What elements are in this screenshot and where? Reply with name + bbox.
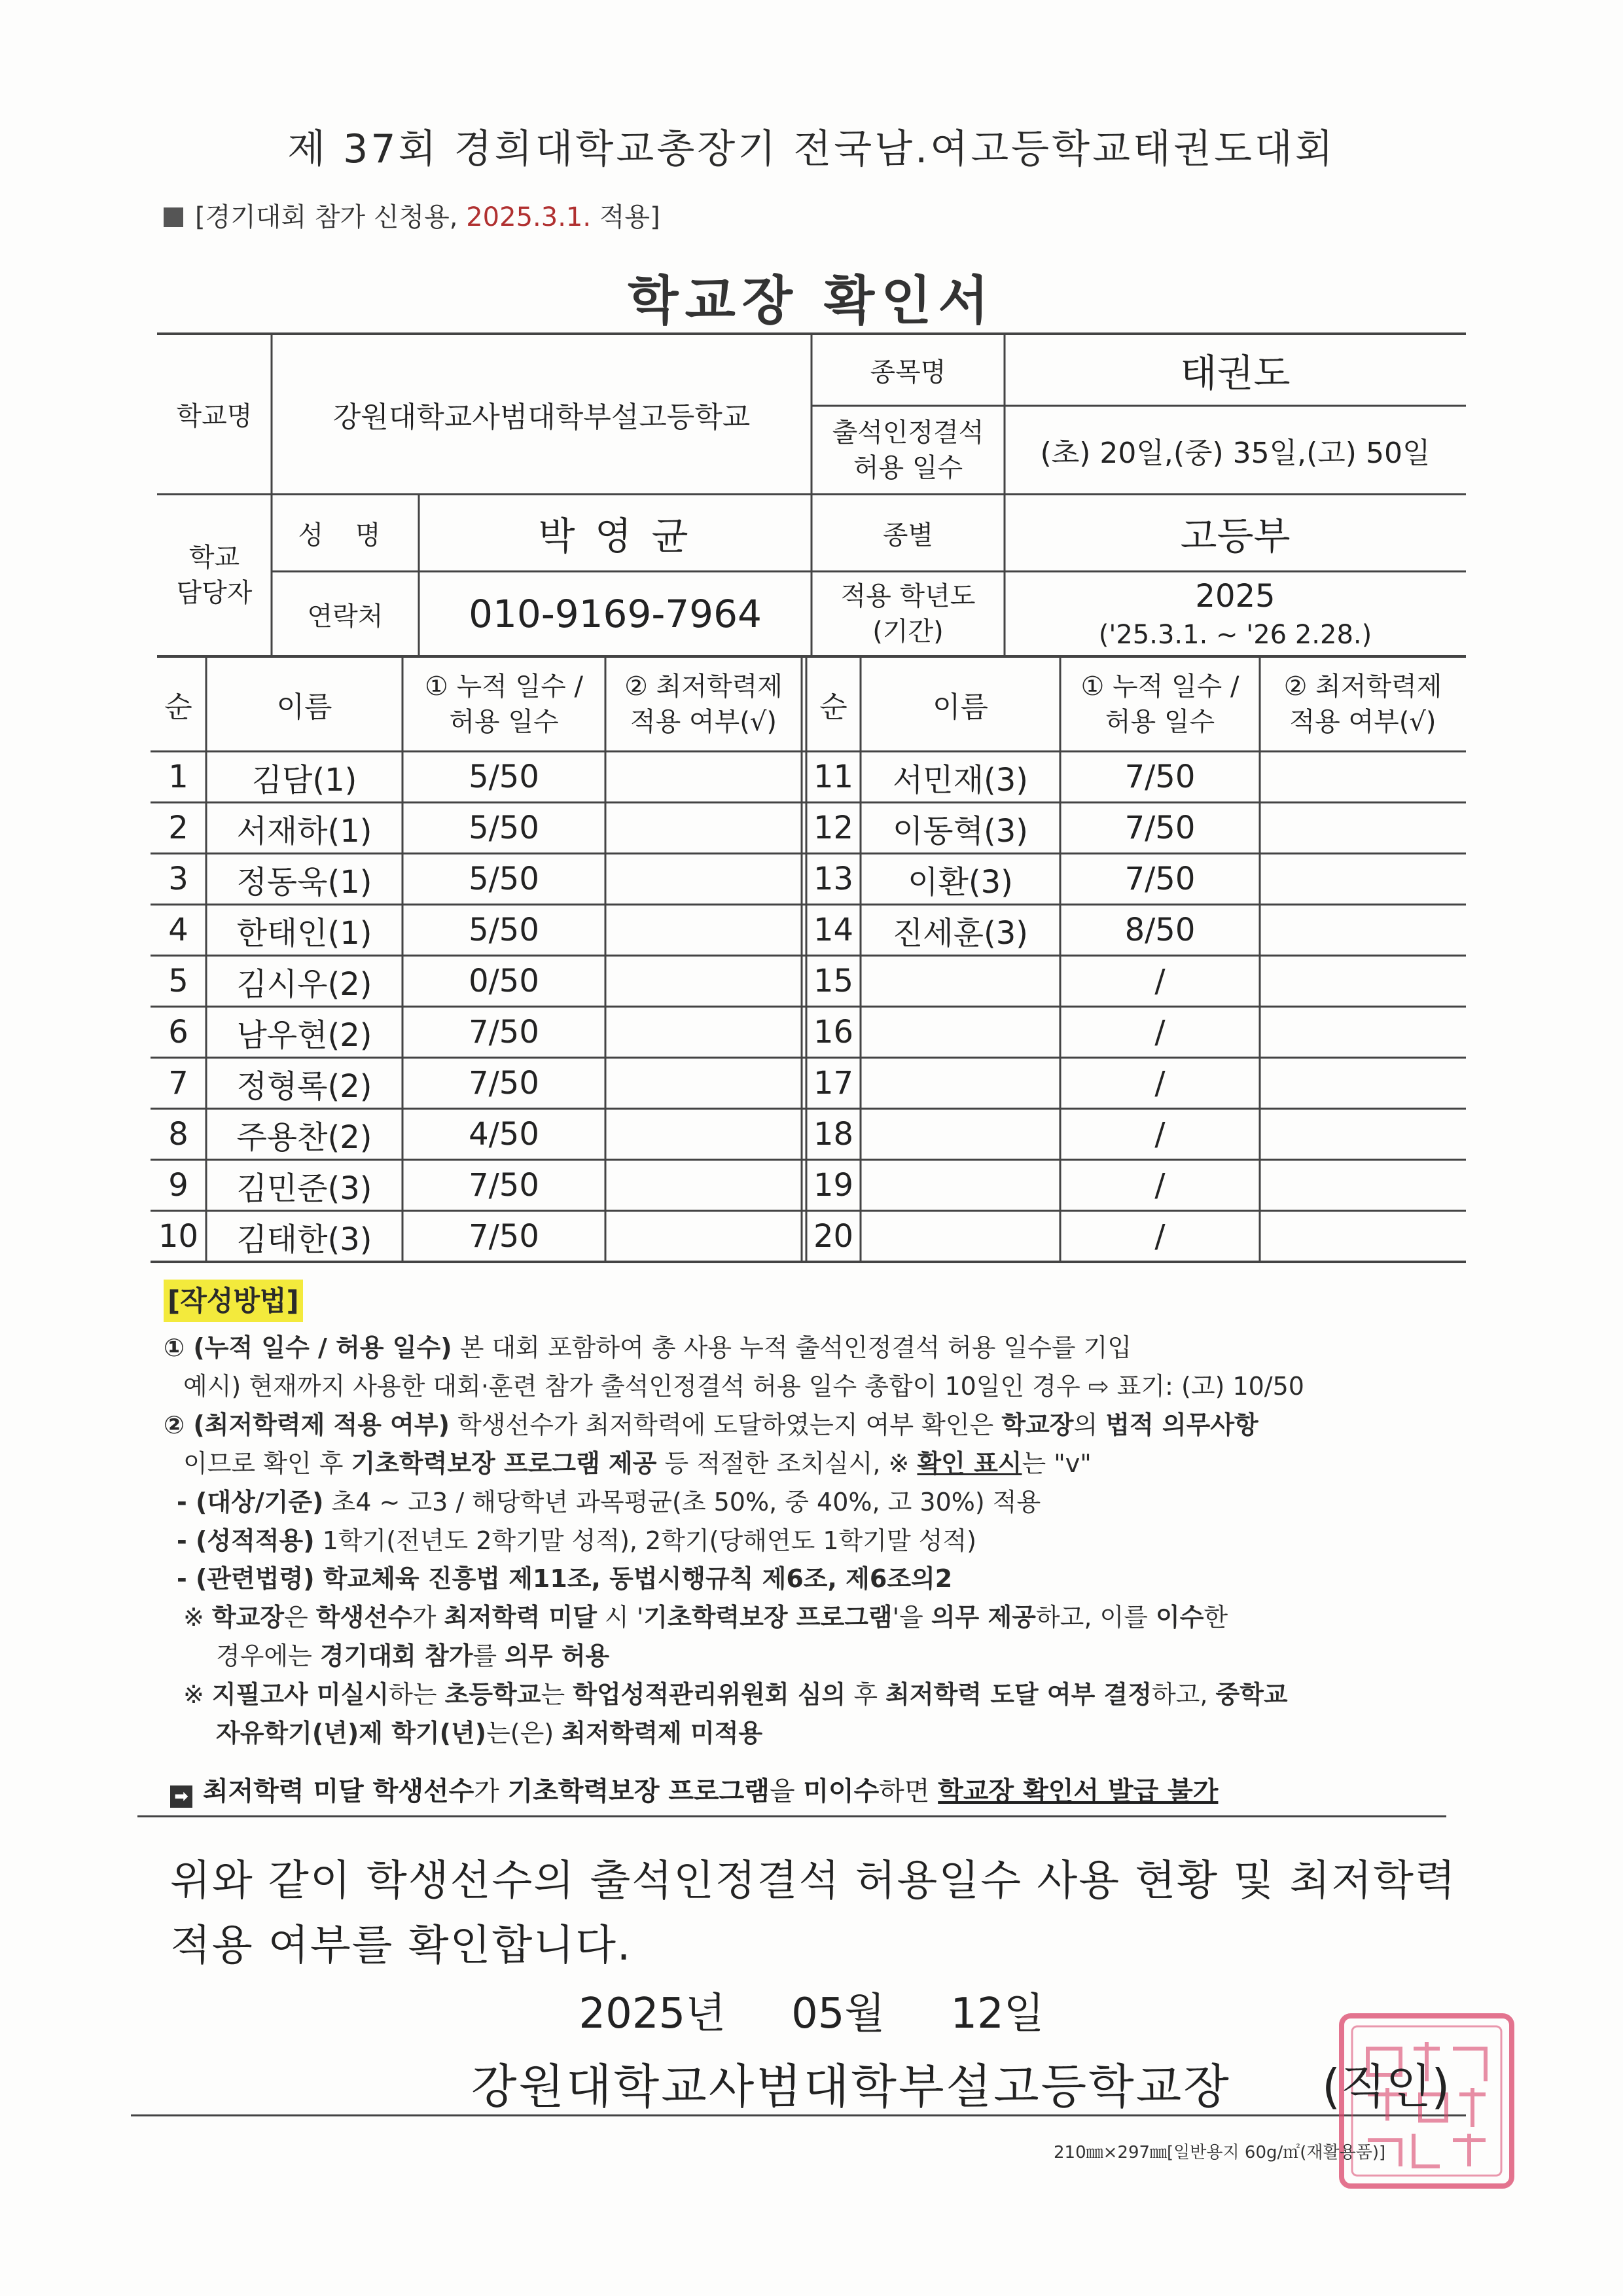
contact-label: 연락처	[307, 601, 383, 632]
final-warning	[170, 1770, 1218, 1808]
final-warning-text: 을	[769, 1776, 804, 1806]
roster-name: 진세훈(3)	[892, 914, 1029, 952]
attendance-value: (초) 20일,(중) 35일,(고) 50일	[1040, 436, 1431, 470]
roster-check	[1260, 1109, 1466, 1160]
roster-name	[861, 1058, 1060, 1109]
name-label: 성 명	[298, 520, 393, 550]
roster-check	[1260, 905, 1466, 956]
instr-1-text: 본 대회 포함하여 총 사용 누적 출석인정결석 허용 일수를 기입	[452, 1333, 1132, 1363]
final-warning-text: 미이수	[803, 1776, 880, 1806]
instr-2-principal: 학교장	[1001, 1410, 1074, 1439]
roster-name: 김담(1)	[251, 761, 357, 798]
roster-name: 김시우(2)	[236, 965, 372, 1003]
roster-header-name-right: 이름	[932, 690, 988, 724]
roster-days: 5/50	[469, 759, 539, 795]
contact-value: 010-9169-7964	[469, 592, 762, 636]
roster-days: 7/50	[469, 1014, 539, 1050]
roster-check	[1260, 1007, 1466, 1058]
roster-days: 0/50	[469, 963, 539, 999]
roster-no: 9	[168, 1167, 188, 1204]
detail-grade-title: - (성적적용)	[177, 1526, 315, 1555]
note-1-text: '을	[892, 1603, 931, 1632]
note-1-text: 시 '	[596, 1603, 644, 1632]
year-value-period: ('25.3.1. ~ '26 2.28.)	[1098, 620, 1372, 651]
note-1-complete: 이수	[1155, 1603, 1204, 1632]
note-1-text: 가	[412, 1603, 444, 1632]
header-days-line1: ① 누적 일수 /	[1080, 671, 1240, 702]
roster-days: 5/50	[469, 912, 539, 948]
roster-days: /	[1154, 1218, 1166, 1255]
roster-no: 18	[813, 1116, 854, 1153]
roster-header-min-right	[1260, 656, 1466, 751]
roster-header-no-left: 순	[164, 690, 192, 724]
roster-name: 정동욱(1)	[236, 863, 372, 901]
roster-name: 한태인(1)	[236, 914, 372, 952]
manager-label-line2: 담당자	[176, 578, 253, 608]
arrow-right-icon: ➡	[170, 1785, 192, 1808]
roster-no: 20	[813, 1218, 854, 1255]
paper-spec-footer: 210㎜×297㎜[일반용지 60g/㎡(재활용품)]	[1054, 2143, 1386, 2162]
roster-name: 이환(3)	[908, 863, 1013, 901]
subtitle-prefix: [경기대회 참가 신청용,	[195, 202, 467, 232]
roster-check	[605, 751, 802, 802]
roster-name: 남우현(2)	[236, 1016, 372, 1054]
roster-name	[861, 1211, 1060, 1262]
roster-name: 이동혁(3)	[892, 812, 1029, 850]
note-2-text: 후	[846, 1680, 886, 1710]
roster-days: /	[1154, 1116, 1166, 1153]
year-value-year: 2025	[1195, 577, 1275, 615]
roster-days: 7/50	[469, 1218, 539, 1255]
note-1-principal: 학교장	[211, 1603, 285, 1632]
attendance-label-line2: 허용 일수	[853, 452, 963, 483]
roster-days: /	[1154, 1014, 1166, 1050]
roster-name: 서민재(3)	[892, 761, 1029, 798]
note-1-program: 기초학력보장 프로그램	[643, 1603, 893, 1632]
roster-no: 19	[813, 1167, 854, 1204]
manager-name-value: 박 영 균	[538, 514, 692, 558]
roster-check	[1260, 956, 1466, 1007]
statement-line1: 위와 같이 학생선수의 출석인정결석 허용일수 사용 현황 및 최저학력	[170, 1857, 1457, 1905]
school-name-label: 학교명	[176, 401, 253, 431]
note-1-line2: 경우에는	[216, 1641, 320, 1671]
roster-check	[1260, 1058, 1466, 1109]
note-1-text: 은	[284, 1603, 316, 1632]
final-warning-text: 기초학력보장 프로그램	[507, 1776, 770, 1806]
note-2-decision: 최저학력 도달 여부 결정	[885, 1680, 1152, 1710]
final-warning-text: 최저학력 미달 학생선수	[203, 1776, 474, 1806]
detail-law: - (관련법령) 학교체육 진흥법 제11조, 동법시행규칙 제6조, 제6조의2	[177, 1564, 953, 1594]
roster-name	[861, 956, 1060, 1007]
roster-check	[605, 1058, 802, 1109]
header-min-line1: ② 최저학력제	[624, 671, 783, 702]
note-2-line2: 는(은)	[486, 1719, 562, 1748]
header-days-line2: 허용 일수	[449, 706, 559, 737]
detail-target-text: 초4 ~ 고3 / 해당학년 과목평균(초 50%, 중 40%, 고 30%) 적용	[323, 1487, 1041, 1516]
roster-no: 15	[813, 963, 854, 999]
instr-2-line2-a: 이므로 확인 후	[183, 1448, 351, 1478]
roster-no: 14	[813, 912, 854, 948]
note-1-provide: 의무 제공	[931, 1603, 1036, 1632]
roster-header-no-right: 순	[819, 690, 847, 724]
date-year: 2025년	[579, 1990, 726, 2038]
roster-header-days-right	[1060, 656, 1260, 751]
roster-no: 16	[813, 1014, 854, 1050]
roster-name: 정형록(2)	[236, 1067, 372, 1105]
header-days-line1: ① 누적 일수 /	[424, 671, 584, 702]
instr-2-line2-b: 등 적절한 조치실시, ※	[656, 1448, 918, 1478]
manager-label	[157, 494, 272, 656]
instr-2-text: 학생선수가 최저학력에 도달하였는지 여부 확인은	[449, 1410, 1002, 1439]
roster-check	[605, 905, 802, 956]
roster-days: /	[1154, 1065, 1166, 1102]
year-label-line2: (기간)	[872, 617, 944, 647]
instr-2-title: ② (최저학력제 적용 여부)	[164, 1410, 450, 1439]
roster-days: 7/50	[1124, 810, 1196, 846]
roster-check	[605, 853, 802, 905]
roster-no: 3	[168, 861, 188, 897]
sport-label: 종목명	[870, 357, 946, 387]
note-2-mark: ※	[183, 1680, 212, 1710]
final-warning-result: 학교장 확인서 발급 불가	[938, 1776, 1219, 1806]
subtitle-date: 2025.3.1.	[466, 202, 592, 232]
document-title: 학교장 확인서	[628, 270, 995, 331]
header-min-line1: ② 최저학력제	[1283, 671, 1442, 702]
roster-check	[1260, 853, 1466, 905]
roster-check	[605, 1160, 802, 1211]
detail-grade-text: 1학기(전년도 2학기말 성적), 2학기(당해연도 1학기말 성적)	[314, 1526, 977, 1555]
note-1-athlete: 학생선수	[315, 1603, 412, 1632]
roster-check	[1260, 802, 1466, 853]
note-1-allow: 의무 허용	[505, 1641, 610, 1671]
seal-label: (직인)	[1322, 2059, 1450, 2114]
roster-header-days-left	[402, 656, 605, 751]
instr-2-program: 기초학력보장 프로그램 제공	[351, 1448, 657, 1478]
header-days-line2: 허용 일수	[1105, 706, 1215, 737]
signer-name: 강원대학교사범대학부설고등학교장	[471, 2059, 1231, 2114]
roster-check	[605, 1007, 802, 1058]
note-1-text: 한	[1204, 1603, 1228, 1632]
detail-target-title: - (대상/기준)	[177, 1487, 324, 1516]
roster-check	[605, 1109, 802, 1160]
roster-check	[605, 802, 802, 853]
note-1-line2: 를	[473, 1641, 505, 1671]
year-label-line1: 적용 학년도	[840, 581, 976, 611]
roster-header-min-left	[605, 656, 802, 751]
school-name-value: 강원대학교사범대학부설고등학교	[332, 400, 751, 434]
note-1-text: 하고, 이를	[1035, 1603, 1156, 1632]
note-2-freesemester: 자유학기(년)제 학기(년)	[216, 1719, 487, 1748]
roster-check	[605, 956, 802, 1007]
note-2-text: 는	[541, 1680, 573, 1710]
note-2-noexam: 지필고사 미실시	[211, 1680, 389, 1710]
instructions	[164, 1280, 1472, 1753]
sport-value: 태권도	[1180, 351, 1291, 395]
header-min-line2: 적용 여부(√)	[1289, 706, 1436, 737]
roster-days: 5/50	[469, 810, 539, 846]
instr-2-duty: 법적 의무사항	[1105, 1410, 1258, 1439]
roster-no: 5	[168, 963, 188, 999]
roster-days: 8/50	[1124, 912, 1196, 948]
final-warning-text: 하면	[879, 1776, 938, 1806]
roster-no: 17	[813, 1065, 854, 1102]
instr-2-mark: 확인 표시	[917, 1448, 1022, 1478]
roster-check	[1260, 751, 1466, 802]
roster-no: 6	[168, 1014, 188, 1050]
roster-check	[1260, 1211, 1466, 1262]
confirmation-statement	[170, 1849, 1479, 1979]
note-1-mark: ※	[183, 1603, 212, 1632]
roster-header-name-left: 이름	[276, 690, 332, 724]
attendance-label-line1: 출석인정결석	[832, 417, 984, 448]
division-label: 종별	[882, 520, 934, 550]
roster-name: 김민준(3)	[236, 1170, 372, 1207]
instr-2-line2-c: 는 "v"	[1022, 1448, 1092, 1478]
division-value: 고등부	[1180, 514, 1291, 558]
note-2-text: 하고,	[1151, 1680, 1216, 1710]
roster-days: 7/50	[1124, 861, 1196, 897]
note-1-competition: 경기대회 참가	[319, 1641, 473, 1671]
roster-no: 10	[158, 1218, 199, 1255]
roster-days: 7/50	[469, 1065, 539, 1102]
note-2-text: 하는	[389, 1680, 445, 1710]
roster-days: 4/50	[469, 1116, 539, 1153]
instr-1-title: ① (누적 일수 / 허용 일수)	[164, 1333, 452, 1363]
note-2-elementary: 초등학교	[444, 1680, 541, 1710]
roster-name: 주용찬(2)	[236, 1119, 372, 1156]
roster-no: 2	[168, 810, 188, 846]
roster-name	[861, 1160, 1060, 1211]
roster-no: 7	[168, 1065, 188, 1102]
roster-days: 5/50	[469, 861, 539, 897]
roster-days: 7/50	[469, 1167, 539, 1204]
roster-no: 13	[813, 861, 854, 897]
attendance-label	[812, 406, 1005, 494]
note-1-below: 최저학력 미달	[444, 1603, 597, 1632]
roster-no: 4	[168, 912, 188, 948]
instr-2-particle: 의	[1073, 1410, 1106, 1439]
event-title: 제 37회 경희대학교총장기 전국남.여고등학교태권도대회	[287, 126, 1336, 172]
note-2-middle: 중학교	[1215, 1680, 1288, 1710]
roster-name: 서재하(1)	[236, 812, 372, 850]
roster-days: 7/50	[1124, 759, 1196, 795]
subtitle-suffix: 적용]	[591, 202, 660, 232]
final-warning-text: 가	[474, 1776, 508, 1806]
note-2-notapplied: 최저학력제 미적용	[562, 1719, 763, 1748]
roster-check	[1260, 1160, 1466, 1211]
instructions-heading: [작성방법]	[164, 1280, 303, 1322]
year-label	[812, 571, 1005, 656]
statement-line2: 적용 여부를 확인합니다.	[170, 1922, 632, 1971]
date-day: 12일	[950, 1990, 1044, 2038]
roster-no: 8	[168, 1116, 188, 1153]
year-value	[1005, 571, 1466, 656]
roster-no: 1	[168, 759, 188, 795]
roster-days: /	[1154, 963, 1166, 999]
roster-days: /	[1154, 1167, 1166, 1204]
instr-1-example: 예시) 현재까지 사용한 대회·훈련 참가 출석인정결석 허용 일수 총합이 10일인 경우 ⇨ 표기: (고) 10/50	[183, 1371, 1304, 1401]
header-min-line2: 적용 여부(√)	[630, 706, 777, 737]
roster-no: 12	[813, 810, 854, 846]
roster-check	[605, 1211, 802, 1262]
roster-name	[861, 1007, 1060, 1058]
note-2-committee: 학업성적관리위원회 심의	[573, 1680, 846, 1710]
roster-name: 김태한(3)	[236, 1221, 372, 1258]
roster-no: 11	[813, 759, 854, 795]
roster-name	[861, 1109, 1060, 1160]
manager-label-line1: 학교	[188, 543, 240, 573]
date-month: 05월	[791, 1990, 885, 2038]
